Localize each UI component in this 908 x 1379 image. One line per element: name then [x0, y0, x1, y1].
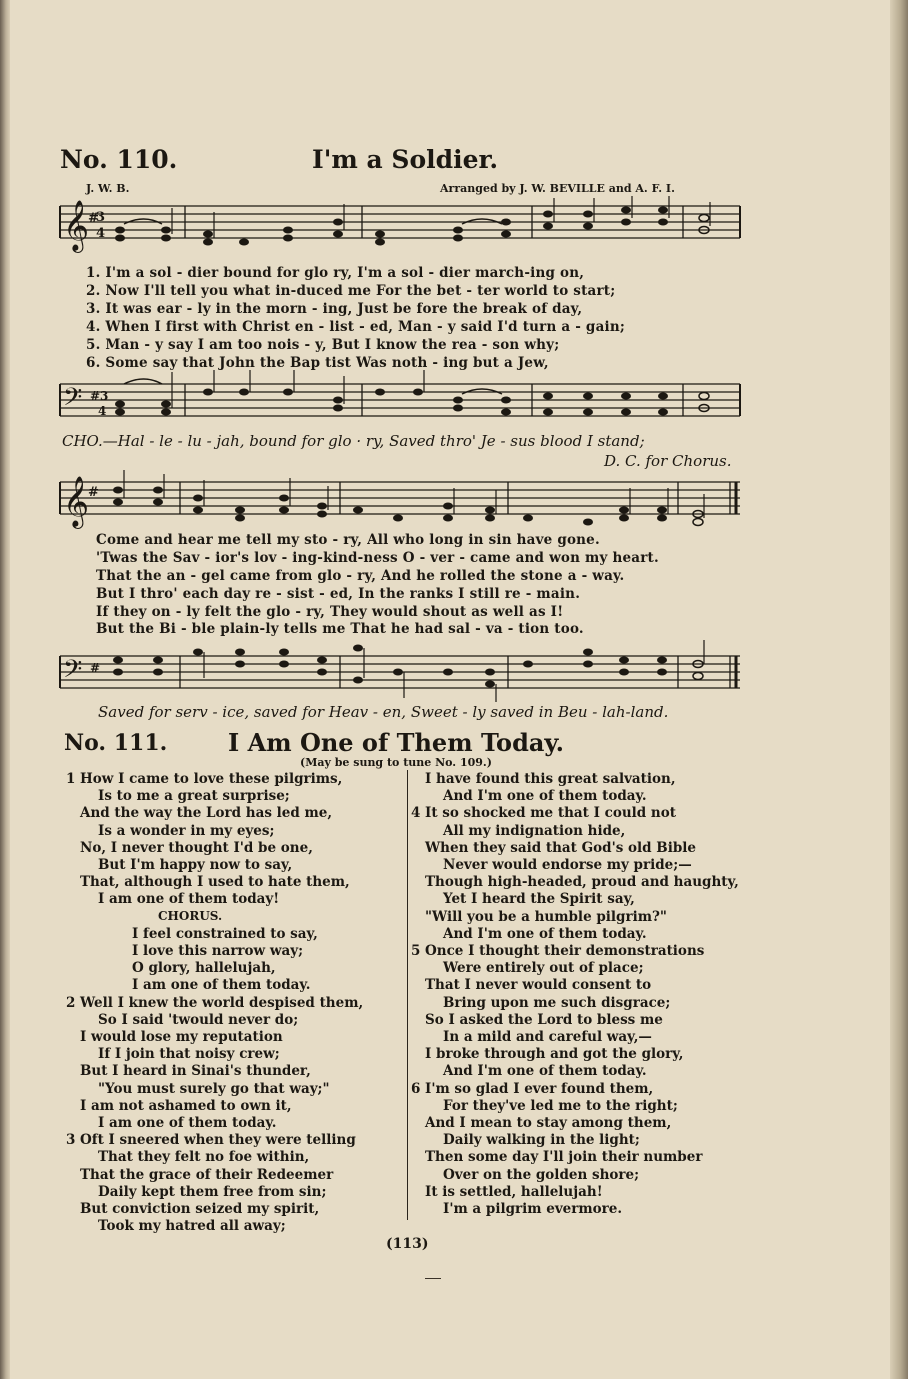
- verse-line: I would lose my reputation: [80, 1029, 283, 1045]
- verse-line: Once I thought their demonstrations: [425, 943, 705, 959]
- chorus-label: CHORUS.: [158, 908, 223, 923]
- verse-line: I broke through and got the glory,: [425, 1046, 684, 1063]
- verse-line: Is a wonder in my eyes;: [98, 822, 275, 839]
- verse-number: 5: [411, 943, 421, 959]
- verse-line: It so shocked me that I could not: [425, 805, 676, 822]
- verse-line: How I came to love these pilgrims,: [80, 771, 343, 787]
- song-110-arranger: Arranged by J. W. BEVILLE and A. F. I.: [440, 182, 675, 195]
- verse-number: 4: [411, 805, 421, 822]
- lyric-line: Come and hear me tell my sto - ry, All who long in sin have gone.: [96, 532, 600, 548]
- staff-1-bass: [58, 370, 742, 432]
- verse-line: I feel constrained to say,: [132, 925, 318, 942]
- song-110-chorus-line: CHO.—Hal - le - lu - jah, bound for glo · ry, Saved thro' Je - sus blood I stand;: [62, 432, 645, 450]
- verse-line: Though high-headed, proud and haughty,: [425, 874, 739, 891]
- lyric-line: 'Twas the Sav - ior's lov - ing-kind-ness O - ver - came and won my heart.: [96, 550, 659, 566]
- verse-line: And I mean to stay among them,: [425, 1115, 672, 1131]
- verse-line: It is settled, hallelujah!: [425, 1183, 603, 1200]
- verse-line: So I asked the Lord to bless me: [425, 1011, 663, 1028]
- verse-line: Well I knew the world despised them,: [80, 994, 364, 1011]
- verse-line: All my indignation hide,: [443, 822, 626, 839]
- verse-number: 2: [66, 994, 76, 1011]
- lyric-line: If they on - ly felt the glo - ry, They would shout as well as I!: [96, 604, 564, 620]
- verse-line: That, although I used to hate them,: [80, 874, 350, 891]
- verse-line: Never would endorse my pride;—: [443, 857, 692, 873]
- svg-text:𝄞: 𝄞: [63, 200, 90, 251]
- song-111-title: I Am One of Them Today.: [228, 728, 564, 757]
- verse-line: I am one of them today.: [98, 1115, 277, 1131]
- page-right-edge: [890, 0, 908, 1379]
- dc-for-chorus: D. C. for Chorus.: [604, 452, 732, 470]
- verse-line: Then some day I'll join their number: [425, 1149, 703, 1166]
- verse-line: O glory, hallelujah,: [132, 960, 276, 977]
- svg-text:#3: #3: [90, 389, 109, 403]
- verse-line: Daily kept them free from sin;: [98, 1183, 327, 1200]
- verse-line: And I'm one of them today.: [443, 925, 647, 942]
- verse-line: No, I never thought I'd be one,: [80, 839, 313, 856]
- lyric-line: But the Bi - ble plain-ly tells me That he had sal - va - tion too.: [96, 621, 584, 637]
- footer-rule: [425, 1278, 441, 1279]
- verse-line: Oft I sneered when they were telling: [80, 1132, 356, 1149]
- page-number: (113): [386, 1236, 429, 1252]
- song-110-title: I'm a Soldier.: [312, 145, 499, 174]
- verse-number: 6: [411, 1080, 421, 1097]
- verse-line: For they've led me to the right;: [443, 1097, 678, 1114]
- verse-line: I'm so glad I ever found them,: [425, 1080, 654, 1097]
- lyric-line: But I thro' each day re - sist - ed, In the ranks I still re - main.: [96, 586, 581, 602]
- lyric-line: 1. I'm a sol - dier bound for glo ry, I'm a sol - dier march-ing on,: [86, 265, 585, 281]
- verse-line: "You must surely go that way;": [98, 1080, 330, 1097]
- column-divider: [407, 770, 408, 1220]
- verse-line: In a mild and careful way,—: [443, 1029, 652, 1045]
- lyric-line: 6. Some say that John the Bap tist Was noth - ing but a Jew,: [86, 355, 549, 371]
- svg-text:𝄢: 𝄢: [63, 655, 83, 690]
- verse-line: Were entirely out of place;: [443, 960, 644, 977]
- svg-text:#: #: [88, 485, 99, 500]
- verse-line: But conviction seized my spirit,: [80, 1201, 320, 1217]
- verse-line: Daily walking in the light;: [443, 1132, 640, 1149]
- verse-line: But I heard in Sinai's thunder,: [80, 1063, 311, 1080]
- svg-text:𝄞: 𝄞: [63, 476, 90, 527]
- verse-line: And I'm one of them today.: [443, 1063, 647, 1080]
- svg-text:#: #: [88, 211, 99, 226]
- verse-number: 3: [66, 1132, 76, 1149]
- verse-line: "Will you be a humble pilgrim?": [425, 908, 667, 925]
- verse-number: 1: [66, 771, 76, 787]
- verse-line: I am one of them today!: [98, 891, 280, 908]
- svg-text:3: 3: [96, 210, 106, 225]
- song-111-number: No. 111.: [64, 730, 168, 756]
- staff-2-treble: [58, 470, 742, 532]
- verse-line: Is to me a great surprise;: [98, 788, 290, 805]
- verse-line: I have found this great salvation,: [425, 771, 676, 787]
- verse-line: That the grace of their Redeemer: [80, 1166, 334, 1183]
- staff-1-treble: [58, 196, 742, 266]
- page-binding-edge: [0, 0, 10, 1379]
- verse-line: Bring upon me such disgrace;: [443, 994, 671, 1011]
- lyric-line: 5. Man - y say I am too nois - y, But I know the rea - son why;: [86, 337, 560, 353]
- svg-text:𝄢: 𝄢: [63, 383, 83, 418]
- verse-line: If I join that noisy crew;: [98, 1046, 280, 1063]
- lyric-line: 4. When I first with Christ en - list - ed, Man - y said I'd turn a - gain;: [86, 319, 626, 335]
- verse-line: And I'm one of them today.: [443, 788, 647, 805]
- verse-line: But I'm happy now to say,: [98, 857, 293, 873]
- verse-line: That I never would consent to: [425, 977, 652, 994]
- verse-line: When they said that God's old Bible: [425, 839, 696, 856]
- lyric-line: 3. It was ear - ly in the morn - ing, Just be fore the break of day,: [86, 301, 583, 317]
- song-110-author: J. W. B.: [86, 182, 130, 195]
- verse-line: I'm a pilgrim evermore.: [443, 1201, 623, 1217]
- verse-line: So I said 'twould never do;: [98, 1011, 299, 1028]
- verse-line: Yet I heard the Spirit say,: [443, 891, 635, 908]
- song-111-tune-note: (May be sung to tune No. 109.): [300, 756, 492, 769]
- lyric-line: That the an - gel came from glo - ry, And he rolled the stone a - way.: [96, 568, 625, 584]
- verse-line: That they felt no foe within,: [98, 1149, 310, 1166]
- verse-line: Over on the golden shore;: [443, 1166, 640, 1183]
- verse-line: And the way the Lord has led me,: [80, 805, 333, 822]
- lyric-line: 2. Now I'll tell you what in-duced me For the bet - ter world to start;: [86, 283, 616, 299]
- svg-text:4: 4: [96, 226, 106, 241]
- song-110-number: No. 110.: [60, 145, 178, 174]
- verse-line: I am one of them today.: [132, 977, 311, 994]
- song-110-chorus-line-2: Saved for serv - ice, saved for Heav - en, Sweet - ly saved in Beu - lah-land.: [98, 703, 669, 721]
- verse-line: I am not ashamed to own it,: [80, 1097, 292, 1114]
- verse-line: Took my hatred all away;: [98, 1218, 286, 1235]
- svg-text:#: #: [90, 661, 101, 675]
- staff-2-bass: [58, 638, 742, 704]
- verse-line: I love this narrow way;: [132, 943, 304, 959]
- svg-text:4: 4: [98, 404, 107, 418]
